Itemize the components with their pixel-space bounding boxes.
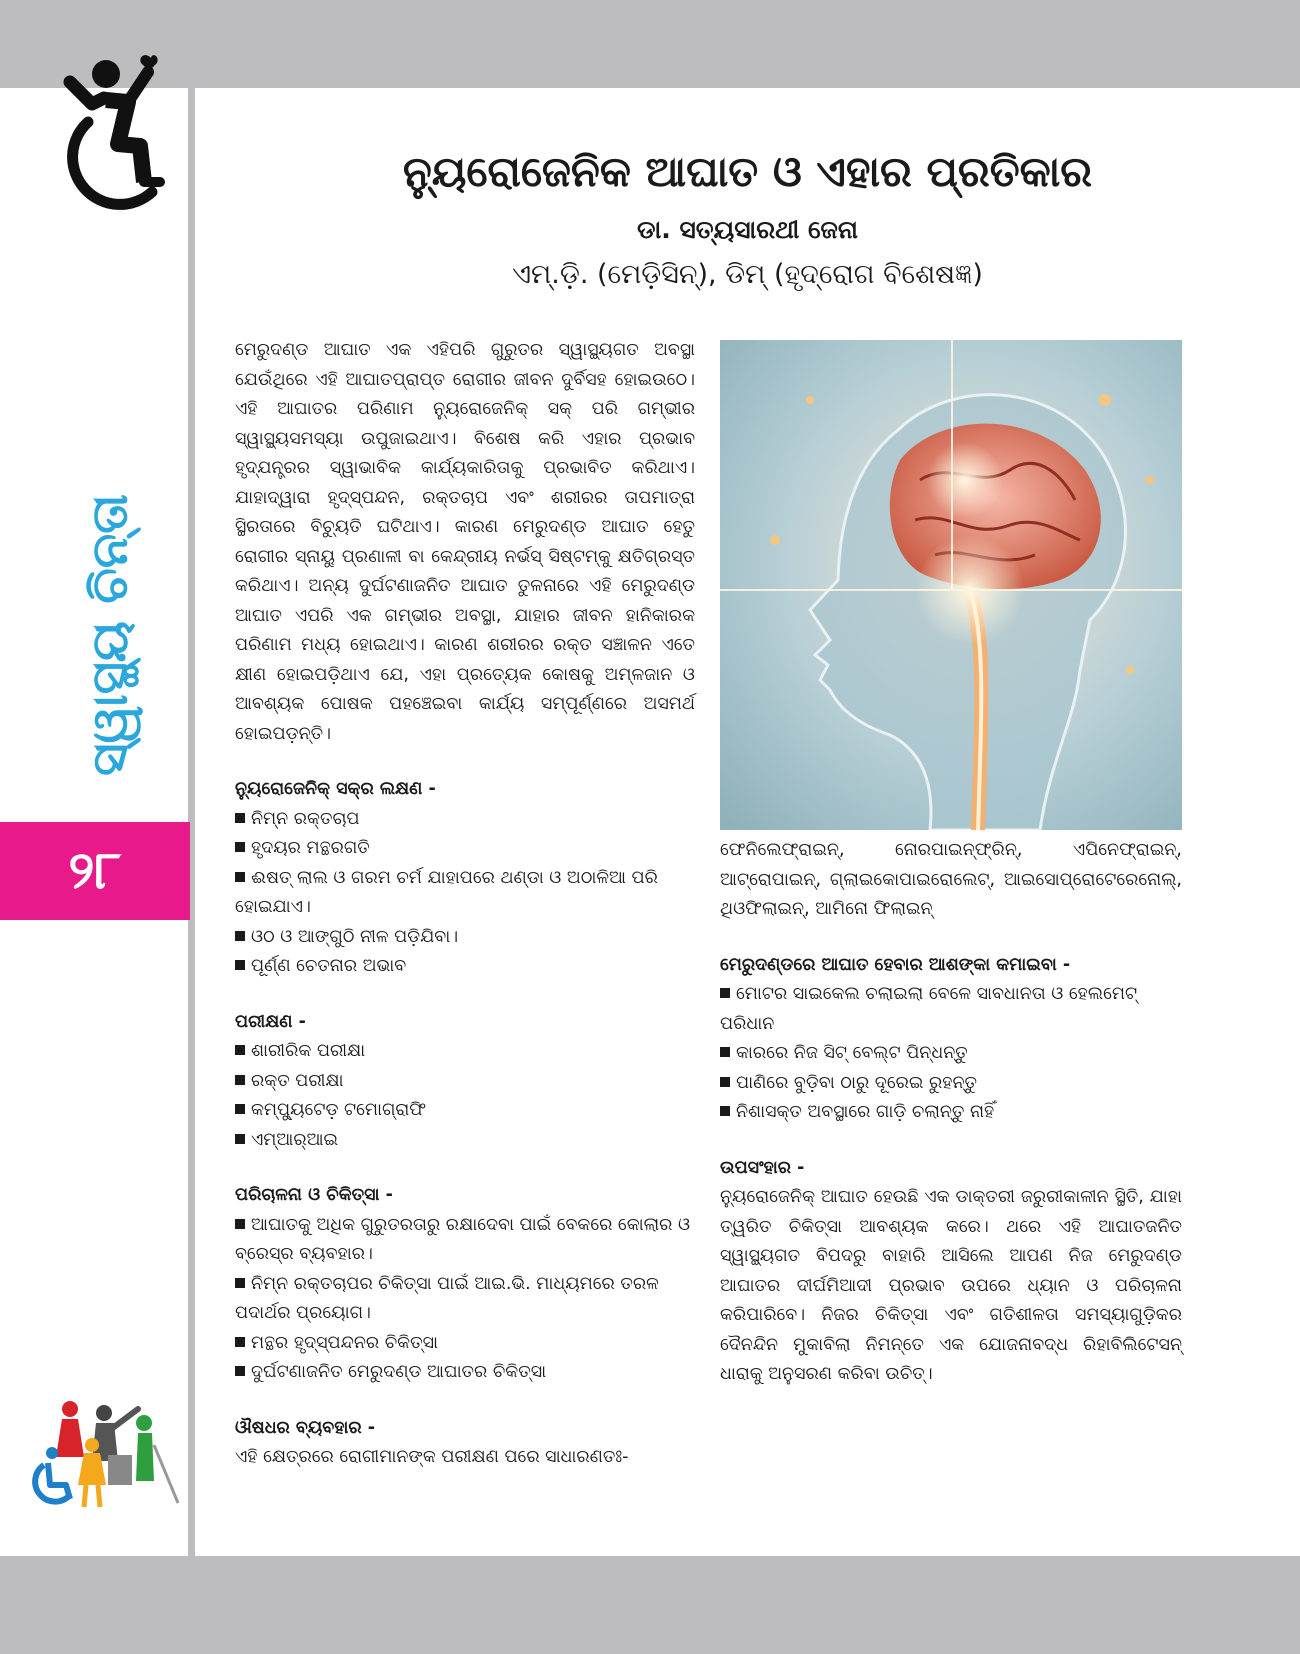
intro-paragraph: ମେରୁଦଣ୍ଡ ଆଘାତ ଏକ ଏହିପରି ଗୁରୁତର ସ୍ୱାସ୍ଥ୍ୟଗତ ଅବସ୍ଥା ଯେଉଁଥିରେ ଏହି ଆଘାତପ୍ରାପ୍ତ ରୋଗୀର ଜୀବନ ଦୁର୍ବିସହ ହୋଇଉଠେ। ଏହି ଆଘାତର ପରିଣାମ ନ୍ୟୁରୋଜେନିକ୍ ସକ୍ ପରି ଗମ୍ଭୀର ସ୍ୱାସ୍ଥ୍ୟସମସ୍ୟା ଉପୁଜାଇଥାଏ। ବିଶେଷ କରି ଏହାର ପ୍ରଭାବ ହୃଦ୍‌ଯନ୍ତ୍ରର ସ୍ୱାଭାବିକ କାର୍ଯ୍ୟକାରିତାକୁ ପ୍ରଭାବିତ କରିଥାଏ। ଯାହାଦ୍ୱାରା ହୃଦ୍‌ସ୍ପନ୍ଦନ, ରକ୍ତଚାପ ଏବଂ ଶରୀରର ତାପମାତ୍ରା ସ୍ଥିରତାରେ ବିଚ୍ୟୁତି ଘଟିଥାଏ। କାରଣ ମେରୁଦଣ୍ଡ ଆଘାତ ହେତୁ ରୋଗୀର ସ୍ନାୟୁ ପ୍ରଣାଳୀ ବା କେନ୍ଦ୍ରୀୟ ନର୍ଭସ୍ ସିଷ୍ଟମ୍‌କୁ କ୍ଷତିଗ୍ରସ୍ତ କରିଥାଏ। ଅନ୍ୟ ଦୁର୍ଘଟଣାଜନିତ ଆଘାତ ତୁଳନାରେ ଏହି ମେରୁଦଣ୍ଡ ଆଘାତ ଏପରି ଏକ ଗମ୍ଭୀର ଅବସ୍ଥା, ଯାହାର ଜୀବନ ହାନିକାରକ ପରିଣାମ ମଧ୍ୟ ହୋଇଥାଏ। କାରଣ ଶରୀରର ରକ୍ତ ସଞ୍ଚାଳନ ଏତେ କ୍ଷୀଣ ହୋଇପଡ଼ିଥାଏ ଯେ, ଏହା ପ୍ରତ୍ୟେକ କୋଷକୁ ଅମ୍ଳଜାନ ଓ ଆବଶ୍ୟକ ପୋଷକ ପହଞ୍ଚେଇବା କାର୍ଯ୍ୟ ସମ୍ପୂର୍ଣ୍ଣରେ ଅସମର୍ଥ ହୋଇପଡ଼ନ୍ତି। [235, 340, 695, 744]
top-band [0, 0, 1300, 88]
tests-heading: ପରୀକ୍ଷଣ - [235, 1011, 306, 1032]
page-number: ୨୮ [68, 840, 122, 901]
treatment-heading: ପରିଚାଳନା ଓ ଚିକିତ୍ସା - [235, 1185, 393, 1205]
bullet-icon [720, 988, 730, 998]
bullet-icon [235, 1219, 245, 1229]
list-item: କାରରେ ନିଜ ସିଟ୍ ବେଲ୍ଟ ପିନ୍ଧନ୍ତୁ [720, 1039, 1182, 1069]
author-name: ଡା. ସତ୍ୟସାରଥୀ ଜେନା [637, 215, 858, 244]
bullet-icon [235, 1278, 245, 1288]
page-number-box [0, 822, 190, 920]
article-title: ନ୍ୟୁରୋଜେନିକ ଆଘାତ ଓ ଏହାର ପ୍ରତିକାର [402, 147, 1093, 196]
list-item: ନିଶାସକ୍ତ ଅବସ୍ଥାରେ ଗାଡ଼ି ଚଲାନ୍ତୁ ନାହିଁ [720, 1098, 1182, 1128]
conclusion-heading: ଉପସଂହାର - [720, 1157, 805, 1178]
bullet-icon [235, 1134, 245, 1144]
list-item: ରକ୍ତ ପରୀକ୍ଷା [235, 1067, 695, 1097]
list-item: ଏମ୍‌ଆର୍‌ଆଇ [235, 1126, 695, 1156]
symptoms-heading: ନ୍ୟୁରୋଜେନିକ୍ ସକ୍‌ର ଲକ୍ଷଣ - [235, 779, 436, 799]
article-header [205, 145, 1290, 291]
bullet-icon [235, 1075, 245, 1085]
author-qualification: ଏମ୍.ଡ଼ି. (ମେଡ଼ିସିନ୍), ଡିମ୍ (ହୃଦ୍‌ରୋଗ ବିଶେଷଜ୍ଞ) [512, 259, 983, 290]
bullet-icon [235, 1337, 245, 1347]
disability-group-icon [26, 1395, 186, 1510]
list-item: ନିମ୍ନ ରକ୍ତଚାପ [235, 805, 695, 835]
list-item: ପାଣିରେ ବୁଡ଼ିବା ଠାରୁ ଦୂରେଇ ରୁହନ୍ତୁ [720, 1069, 1182, 1099]
list-item: ମୋଟର ସାଇକେଲ ଚଲାଇଲା ବେଳେ ସାବଧାନତା ଓ ହେଲମେଟ୍ ପରିଧାନ [720, 984, 1138, 1034]
left-column [235, 336, 695, 1473]
list-item: ଆଘାତକୁ ଅଧିକ ଗୁରୁତରତାରୁ ରକ୍ଷାଦେବା ପାଇଁ ବେକରେ କୋଲାର ଓ ବ୍ରେସ୍‌ର ବ୍ୟବହାର। [235, 1214, 691, 1264]
bullet-icon [235, 931, 245, 941]
bullet-icon [720, 1077, 730, 1087]
treatment-list [235, 1211, 695, 1388]
bullet-icon [720, 1106, 730, 1116]
medicine-heading: ଔଷଧର ବ୍ୟବହାର - [235, 1417, 376, 1438]
tests-list [235, 1037, 695, 1155]
list-item: ଈଷତ୍ ଲାଲ ଓ ଗରମ ଚର୍ମ ଯାହାପରେ ଥଣ୍ଡା ଓ ଅଠାଳିଆ ପରି ହୋଇଯାଏ। [235, 867, 658, 917]
bullet-icon [235, 960, 245, 970]
list-item: ପୂର୍ଣ୍ଣ ଚେତନାର ଅଭାବ [235, 952, 695, 982]
bullet-icon [235, 813, 245, 823]
bullet-icon [235, 1104, 245, 1114]
list-item: ଦୁର୍ଘଟଣାଜନିତ ମେରୁଦଣ୍ଡ ଆଘାତର ଚିକିତ୍ସା [235, 1358, 695, 1388]
wheelchair-person-icon [48, 52, 172, 212]
bullet-icon [235, 1045, 245, 1055]
bullet-icon [235, 1366, 245, 1376]
drug-list-text: ଫେନିଲେଫ୍ରାଇନ୍, ନୋରପାଇନ୍‌ଫ୍ରିନ୍, ଏପିନେଫ୍ରାଇନ୍, ଆଟ୍ରୋପାଇନ୍, ଗ୍ଲାଇକୋପାଇରୋଲେଟ୍, ଆଇସୋପ୍ରୋଟେରେନୋଲ୍, ଥିଓଫିଲାଇନ୍, ଆମିନୋ ଫିଲାଇନ୍ [720, 840, 1182, 919]
medicine-text: ଏହି କ୍ଷେତ୍ରରେ ରୋଗୀମାନଙ୍କ ପରୀକ୍ଷଣ ପରେ ସାଧାରଣତଃ- [235, 1447, 629, 1467]
list-item: ଶାରୀରିକ ପରୀକ୍ଷା [235, 1037, 695, 1067]
list-item: ନିମ୍ନ ରକ୍ତଚାପର ଚିକିତ୍ସା ପାଇଁ ଆଇ.ଭି. ମାଧ୍ୟମରେ ତରଳ ପଦାର୍ଥର ପ୍ରୟୋଗ। [235, 1273, 659, 1323]
prevention-list [720, 980, 1182, 1128]
bullet-icon [235, 872, 245, 882]
right-column [720, 836, 1182, 1390]
bullet-icon [720, 1047, 730, 1057]
brain-spine-illustration [720, 340, 1182, 830]
list-item: ଓଠ ଓ ଆଙ୍ଗୁଠି ନୀଳ ପଡ଼ିଯିବା। [235, 923, 695, 953]
list-item: କମ୍ପ୍ୟୁଟେଡ଼ ଟମୋଗ୍ରାଫି [235, 1096, 695, 1126]
bottom-band [0, 1556, 1300, 1654]
list-item: ହୃଦୟର ମନ୍ଥରଗତି [235, 834, 695, 864]
prevention-heading: ମେରୁଦଣ୍ଡରେ ଆଘାତ ହେବାର ଆଶଙ୍କା କମାଇବା - [720, 954, 1071, 975]
list-item: ମନ୍ଥର ହୃଦ୍‌ସ୍ପନ୍ଦନର ଚିକିତ୍ସା [235, 1329, 695, 1359]
conclusion-paragraph: ନ୍ୟୁରୋଜେନିକ୍ ଆଘାତ ହେଉଛି ଏକ ଡାକ୍ତରୀ ଜରୁରୀକାଳୀନ ସ୍ଥିତି, ଯାହା ତ୍ୱରିତ ଚିକିତ୍ସା ଆବଶ୍ୟକ କରେ। ଥରେ ଏହି ଆଘାତଜନିତ ସ୍ୱାସ୍ଥ୍ୟଗତ ବିପଦରୁ ବାହାରି ଆସିଲେ ଆପଣ ନିଜ ମେରୁଦଣ୍ଡ ଆଘାତର ଦୀର୍ଘମିଆଦୀ ପ୍ରଭାବ ଉପରେ ଧ୍ୟାନ ଓ ପରିଚାଳନା କରିପାରିବେ। ନିଜର ଚିକିତ୍ସା ଏବଂ ଗତିଶୀଳତା ସମସ୍ୟାଗୁଡ଼ିକର ଦୈନନ୍ଦିନ ମୁକାବିଲା ନିମନ୍ତେ ଏକ ଯୋଜନାବଦ୍ଧ ରିହାବିଲିଟେସନ୍ ଧାରାକୁ ଅନୁସରଣ କରିବା ଉଚିତ୍। [720, 1187, 1182, 1384]
section-label: ସ୍ୱାସ୍ଥ୍ୟ ଚିନ୍ତା [80, 493, 139, 777]
symptoms-list [235, 805, 695, 982]
bullet-icon [235, 842, 245, 852]
